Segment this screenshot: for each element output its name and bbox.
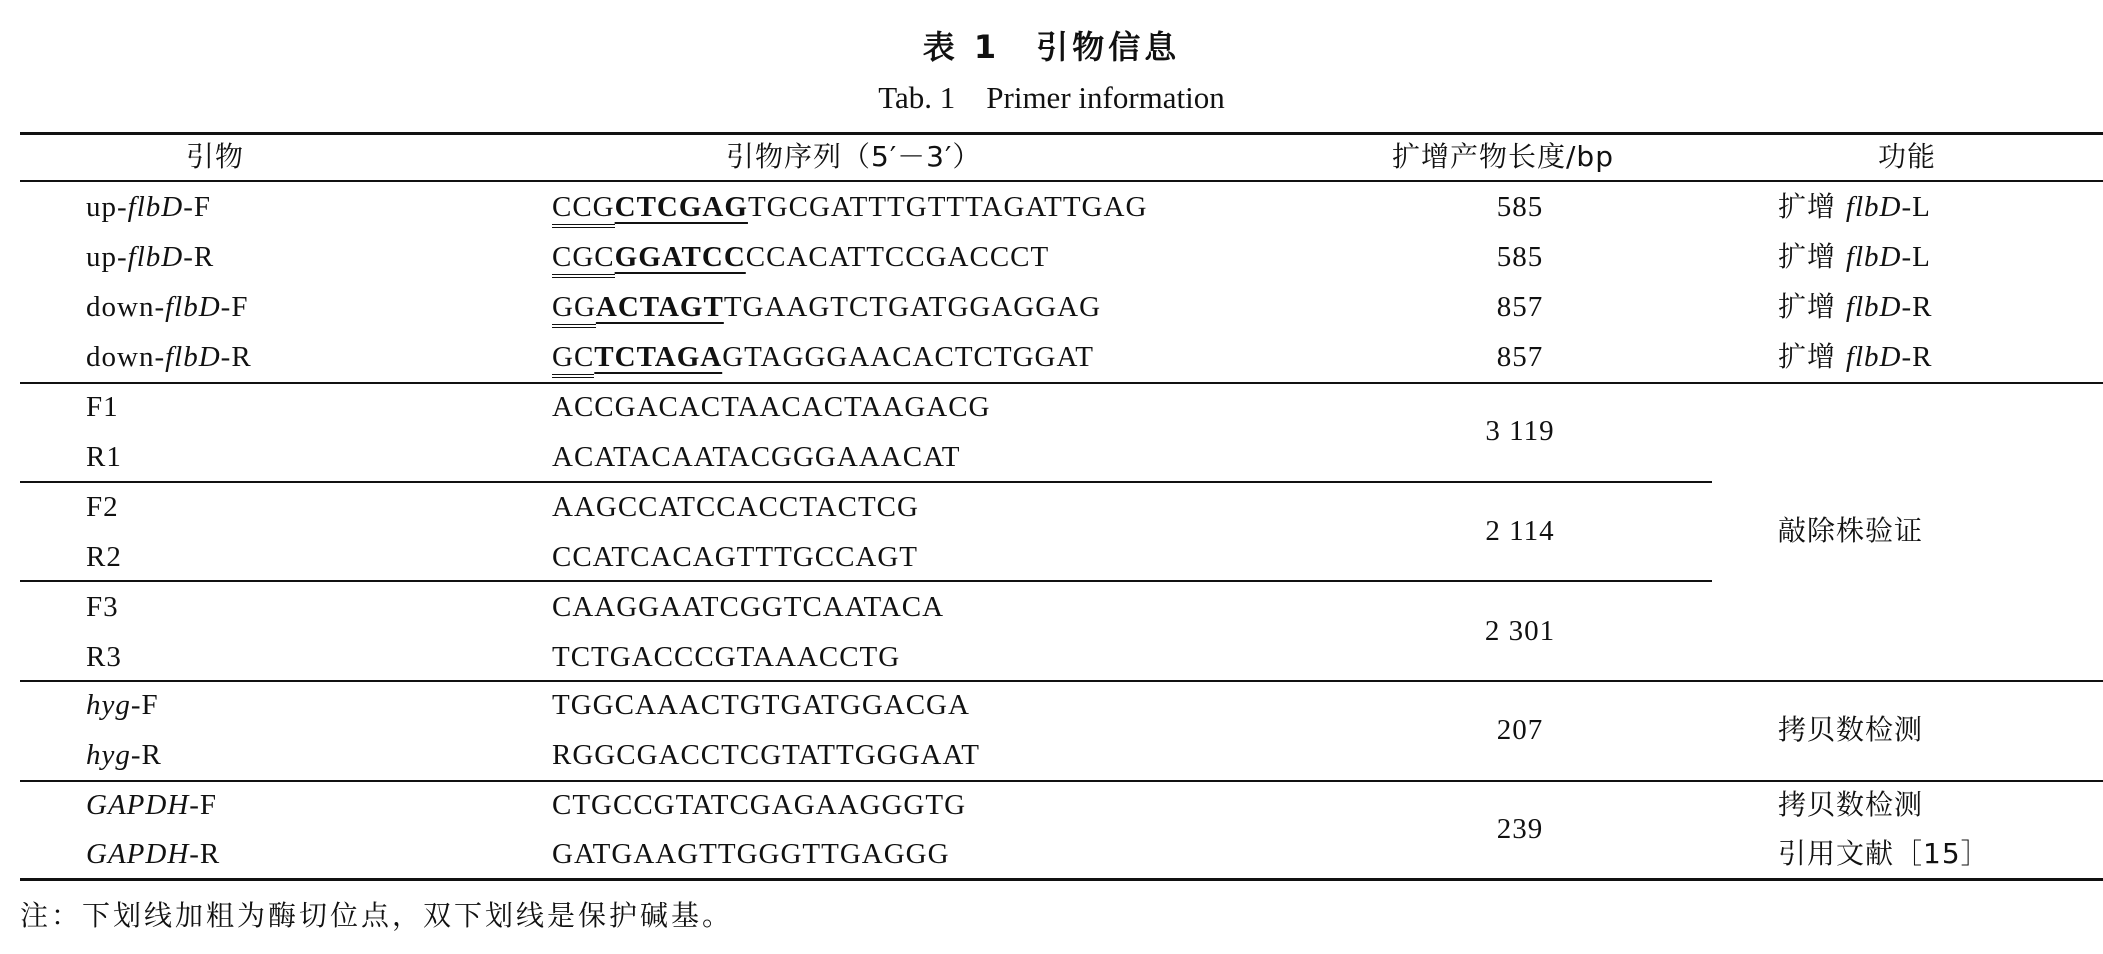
primer-sequence: TGGCAAACTGTGATGGACGA [552, 689, 970, 721]
product-length: 239 [1496, 813, 1544, 845]
primer-sequence: AAGCCATCCACCTACTCG [552, 491, 919, 523]
product-length: 857 [1496, 291, 1544, 323]
primer-sequence: CTGCCGTATCGAGAAGGGTG [552, 789, 967, 821]
primer-name: up-flbD-R [86, 241, 215, 273]
primer-name: hyg-F [86, 689, 159, 721]
restriction-site: GGATCC [614, 241, 746, 273]
primer-sequence: ACATACAATACGGGAAACAT [552, 441, 961, 473]
protect-bases: CGC [552, 241, 615, 278]
header-rule [20, 180, 2103, 182]
primer-function-reference: 引用文献［15］ [1778, 837, 1990, 870]
primer-function: 扩增 flbD-L [1778, 240, 1931, 273]
primer-name: F1 [86, 391, 119, 423]
group-rule-3 [20, 580, 1712, 582]
primer-sequence: GCTCTAGAGTAGGGAACACTCTGGAT [552, 340, 1094, 374]
group-rule-5 [20, 780, 2103, 782]
group-rule-4 [20, 680, 2103, 682]
primer-sequence: RGGCGACCTCGTATTGGGAAT [552, 739, 980, 771]
primer-sequence: CAAGGAATCGGTCAATACA [552, 591, 945, 623]
group-rule-2 [20, 481, 1712, 483]
product-length: 207 [1496, 714, 1544, 746]
header-sequence: 引物序列（5′－3′） [726, 140, 982, 173]
product-length: 857 [1496, 341, 1544, 373]
product-length: 585 [1496, 241, 1544, 273]
product-length: 585 [1496, 191, 1544, 223]
protect-bases: CCG [552, 191, 615, 228]
product-length: 3 119 [1485, 415, 1555, 447]
primer-function: 扩增 flbD-L [1778, 190, 1931, 223]
table-title-en: Tab. 1 Primer information [878, 80, 1225, 115]
primer-function: 扩增 flbD-R [1778, 340, 1933, 373]
header-length: 扩增产物长度/bp [1392, 140, 1614, 173]
product-length: 2 301 [1484, 615, 1556, 647]
primer-sequence: TCTGACCCGTAAACCTG [552, 641, 901, 673]
primer-name: up-flbD-F [86, 191, 212, 223]
primer-name: GAPDH-F [86, 789, 218, 821]
product-length: 2 114 [1485, 515, 1555, 547]
primer-name: down-flbD-R [86, 341, 252, 373]
primer-name: hyg-R [86, 739, 162, 771]
primer-name: R2 [86, 541, 122, 573]
primer-name: R1 [86, 441, 122, 473]
primer-function: 拷贝数检测 [1778, 788, 1924, 821]
bottom-rule [20, 878, 2103, 881]
primer-name: R3 [86, 641, 122, 673]
primer-name: F2 [86, 491, 119, 523]
group-rule-1 [20, 382, 2103, 384]
primer-name: GAPDH-R [86, 838, 221, 870]
primer-sequence: CCGCTCGAGTGCGATTTGTTTAGATTGAG [552, 190, 1147, 224]
primer-sequence: GATGAAGTTGGGTTGAGGG [552, 838, 950, 870]
restriction-site: TCTAGA [594, 341, 723, 373]
protect-bases: GG [552, 291, 596, 328]
primer-name: down-flbD-F [86, 291, 249, 323]
restriction-site: CTCGAG [614, 191, 748, 223]
header-function: 功能 [1878, 140, 1937, 173]
header-primer: 引物 [186, 140, 245, 173]
top-rule [20, 132, 2103, 135]
primer-function: 扩增 flbD-R [1778, 290, 1933, 323]
primer-sequence: CGCGGATCCCCACATTCCGACCCT [552, 240, 1049, 274]
primer-sequence: CCATCACAGTTTGCCAGT [552, 541, 919, 573]
primer-function: 敲除株验证 [1778, 514, 1924, 547]
primer-sequence: GGACTAGTTGAAGTCTGATGGAGGAG [552, 290, 1101, 324]
table-note: 注：下划线加粗为酶切位点，双下划线是保护碱基。 [20, 899, 734, 932]
primer-sequence: ACCGACACTAACACTAAGACG [552, 391, 991, 423]
primer-function: 拷贝数检测 [1778, 713, 1924, 746]
protect-bases: GC [552, 341, 594, 378]
restriction-site: ACTAGT [595, 291, 724, 323]
table-title-cn: 表 1 引物信息 [922, 28, 1181, 66]
primer-name: F3 [86, 591, 119, 623]
